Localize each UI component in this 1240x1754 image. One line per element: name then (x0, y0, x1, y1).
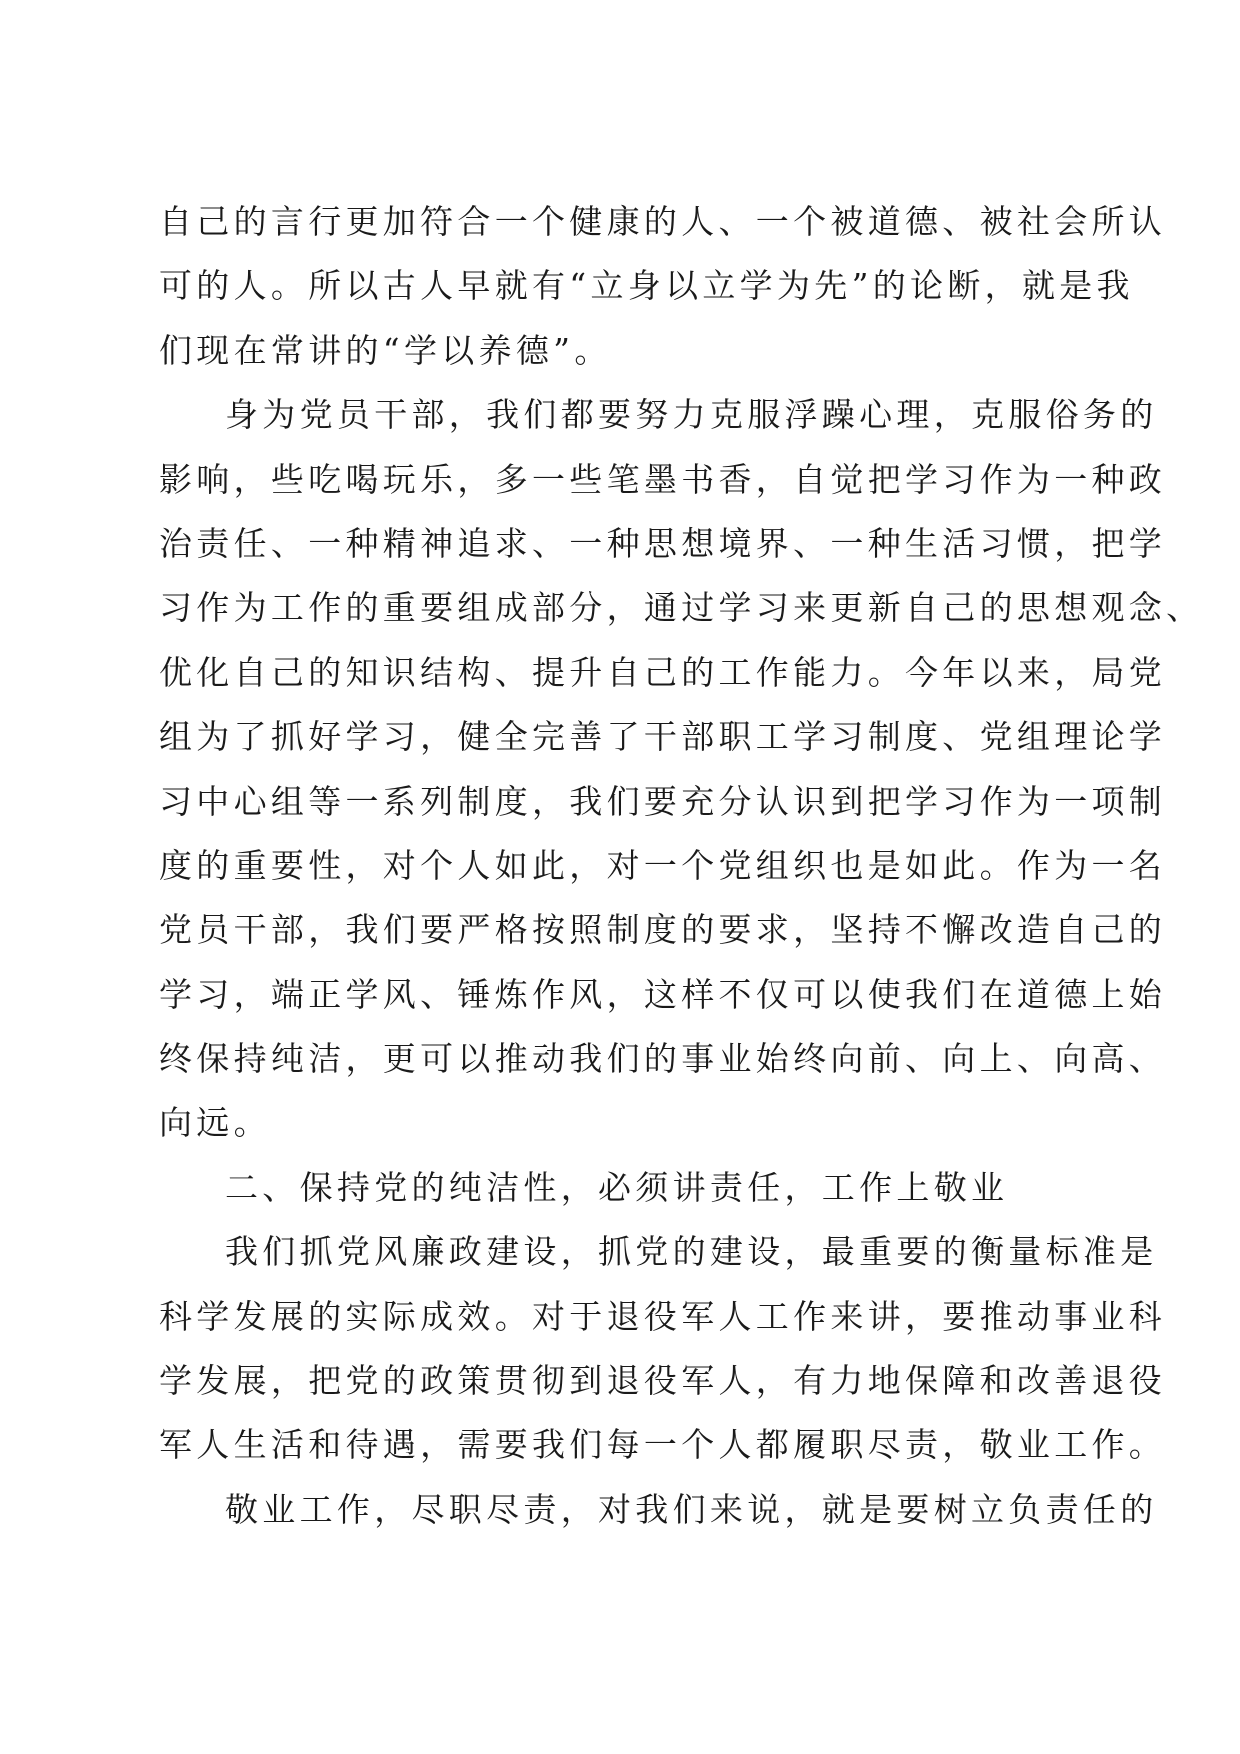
text-line: 可的人。所以古人早就有“立身以立学为先”的论断，就是我 (159, 266, 1134, 306)
text-line: 党员干部，我们要严格按照制度的要求，坚持不懈改造自己的 (159, 910, 1167, 950)
paragraph-first-line: 敬业工作，尽职尽责，对我们来说，就是要树立负责任的 (225, 1489, 1158, 1529)
document-body (159, 190, 1204, 1542)
text-line: 组为了抓好学习，健全完善了干部职工学习制度、党组理论学 (159, 717, 1167, 757)
text-line: 终保持纯洁，更可以推动我们的事业始终向前、向上、向高、 (159, 1039, 1167, 1079)
text-line: 影响，些吃喝玩乐，多一些笔墨书香，自觉把学习作为一种政 (159, 459, 1167, 499)
text-line: 学发展，把党的政策贯彻到退役军人，有力地保障和改善退役 (159, 1361, 1167, 1401)
text-line: 军人生活和待遇，需要我们每一个人都履职尽责，敬业工作。 (159, 1425, 1167, 1465)
text-line: 学习，端正学风、锤炼作风，这样不仅可以使我们在道德上始 (159, 974, 1167, 1014)
paragraph-first-line: 身为党员干部，我们都要努力克服浮躁心理，克服俗务的 (225, 395, 1158, 435)
text-line: 向远。 (159, 1103, 271, 1143)
text-line: 优化自己的知识结构、提升自己的工作能力。今年以来，局党 (159, 652, 1167, 692)
text-line: 们现在常讲的“学以养德”。 (159, 330, 612, 370)
text-line: 治责任、一种精神追求、一种思想境界、一种生活习惯，把学 (159, 523, 1167, 563)
text-line: 习作为工作的重要组成部分，通过学习来更新自己的思想观念、 (159, 588, 1204, 628)
text-line: 自己的言行更加符合一个健康的人、一个被道德、被社会所认 (159, 202, 1167, 241)
text-line: 度的重要性，对个人如此，对一个党组织也是如此。作为一名 (159, 845, 1167, 885)
text-line: 科学发展的实际成效。对于退役军人工作来讲，要推动事业科 (159, 1296, 1167, 1336)
paragraph-first-line: 我们抓党风廉政建设，抓党的建设，最重要的衡量标准是 (225, 1232, 1158, 1272)
section-heading: 二、保持党的纯洁性，必须讲责任，工作上敬业 (225, 1167, 1009, 1207)
text-line: 习中心组等一系列制度，我们要充分认识到把学习作为一项制 (159, 781, 1167, 821)
